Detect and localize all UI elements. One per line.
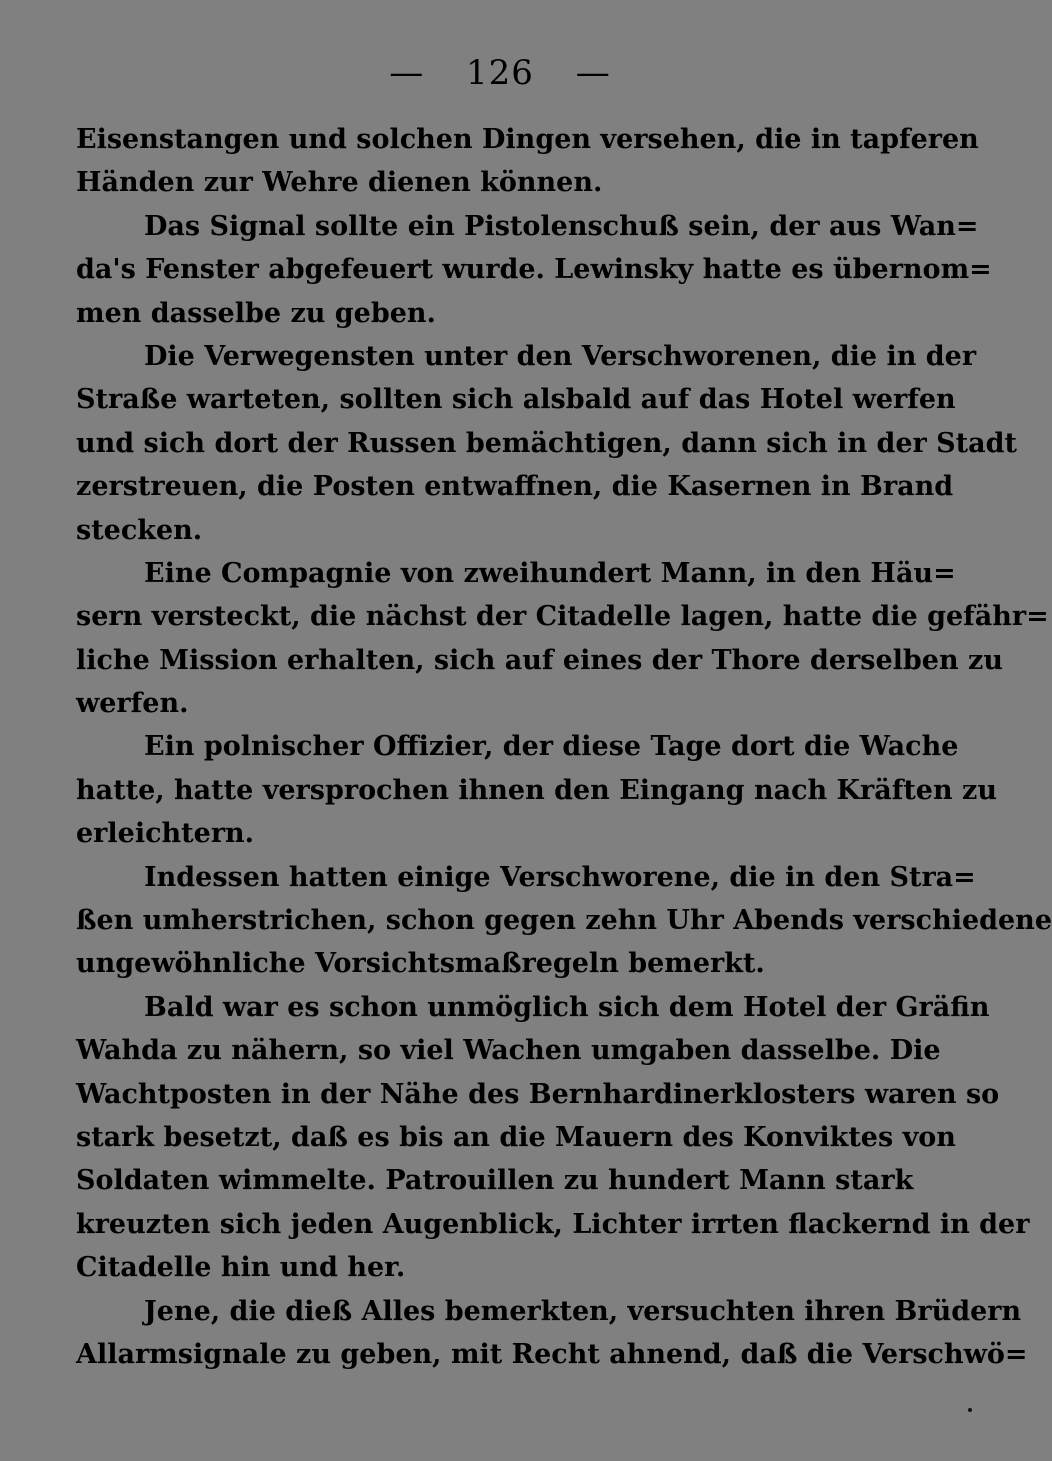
header-dash-right: — [575, 53, 611, 93]
text-line: men dasselbe zu geben. [76, 297, 436, 329]
text-line: Allarmsignale zu geben, mit Recht ahnend, daß die Verschwö= [76, 1338, 1028, 1370]
text-line: und sich dort der Russen bemächtigen, dann sich in der Stadt [76, 427, 1017, 459]
page-number: 126 [466, 53, 534, 93]
text-line: werfen. [76, 688, 189, 720]
text-line: ungewöhnliche Vorsichtsmaßregeln bemerkt. [76, 948, 765, 980]
text-line: Wachtposten in der Nähe des Bernhardinerklosters waren so [76, 1078, 1000, 1110]
text-line: erleichtern. [76, 818, 255, 850]
text-line: Eisenstangen und solchen Dingen versehen, die in tapferen [76, 124, 979, 155]
text-line: sern versteckt, die nächst der Citadelle lagen, hatte die gefähr= [76, 601, 1049, 633]
text-line: Straße warteten, sollten sich alsbald auf das Hotel werfen [76, 384, 956, 416]
text-line: liche Mission erhalten, sich auf eines der Thore derselben zu [76, 644, 1003, 676]
text-line: Ein polnischer Offizier, der diese Tage dort die Wache [144, 731, 959, 763]
text-line: ßen umherstrichen, schon gegen zehn Uhr Abends verschiedene [76, 905, 1052, 937]
text-line: Soldaten wimmelte. Patrouillen zu hundert Mann stark [76, 1165, 914, 1197]
text-line: Bald war es schon unmöglich sich dem Hotel der Gräfin [144, 991, 990, 1023]
text-line: Die Verwegensten unter den Verschworenen, die in der [144, 340, 977, 372]
page-header [0, 48, 1000, 98]
text-line: Jene, die dieß Alles bemerkten, versuchten ihren Brüdern [144, 1295, 1022, 1327]
text-line: zerstreuen, die Posten entwaffnen, die Kasernen in Brand [76, 471, 954, 503]
header-dash-left: — [389, 53, 425, 93]
text-line: Indessen hatten einige Verschworene, die in den Stra= [144, 861, 976, 893]
text-line: hatte, hatte versprochen ihnen den Eingang nach Kräften zu [76, 774, 997, 806]
text-line: Wahda zu nähern, so viel Wachen umgaben dasselbe. Die [76, 1035, 941, 1067]
text-line: stecken. [76, 514, 203, 546]
text-line: Händen zur Wehre dienen können. [76, 167, 603, 199]
text-line: Das Signal sollte ein Pistolenschuß sein, der aus Wan= [144, 210, 979, 242]
text-line: Citadelle hin und her. [76, 1252, 406, 1284]
text-line: kreuzten sich jeden Augenblick, Lichter irrten flackernd in der [76, 1208, 1030, 1240]
body-text [76, 118, 1052, 1376]
text-line: da's Fenster abgefeuert wurde. Lewinsky hatte es übernom= [76, 254, 992, 286]
scan-speck [968, 1408, 972, 1412]
text-line: Eine Compagnie von zweihundert Mann, in den Häu= [144, 557, 956, 589]
text-line: stark besetzt, daß es bis an die Mauern des Konviktes von [76, 1121, 956, 1153]
